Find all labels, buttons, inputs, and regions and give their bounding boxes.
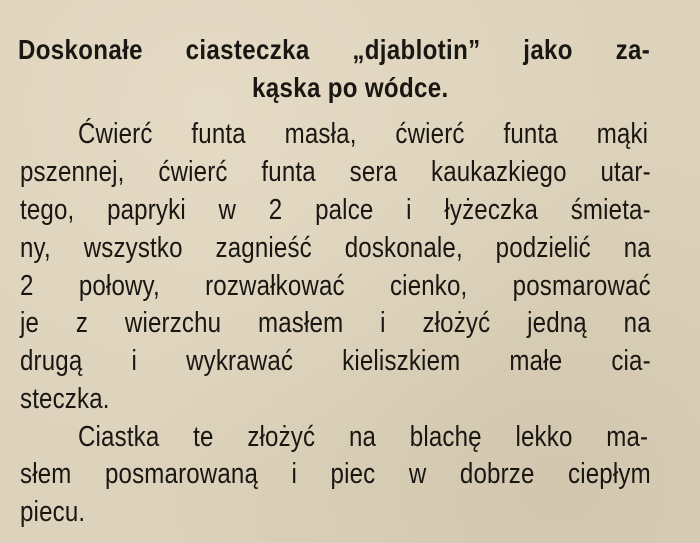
paragraph-2-line-2: słem posmarowaną i piec w dobrze ciepłym [20,458,651,490]
paragraph-1-line-4: ny, wszystko zagnieść doskonale, podzielić na [20,232,651,264]
paragraph-1-line-7: drugą i wykrawać kieliszkiem małe cia- [20,345,651,377]
paragraph-1-line-1: Ćwierć funta masła, ćwierć funta mąki [78,118,649,150]
paragraph-1-line-6: je z wierzchu masłem i złożyć jedną na [20,307,651,339]
paragraph-1-line-3: tego, papryki w 2 palce i łyżeczka śmieta- [20,194,651,226]
paragraph-2-line-1: Ciastka te złożyć na blachę lekko ma- [78,421,649,453]
paragraph-2-line-3: piecu. [20,496,86,528]
paragraph-1-line-2: pszennej, ćwierć funta sera kaukazkiego utar- [20,156,651,188]
recipe-title-line-1: Doskonałe ciasteczka „djablotin” jako za- [18,34,651,65]
paragraph-1-line-8: steczka. [20,383,110,415]
recipe-title-line-2: kąska po wódce. [252,72,449,103]
paragraph-1-line-5: 2 połowy, rozwałkować cienko, posmarować [20,270,651,302]
